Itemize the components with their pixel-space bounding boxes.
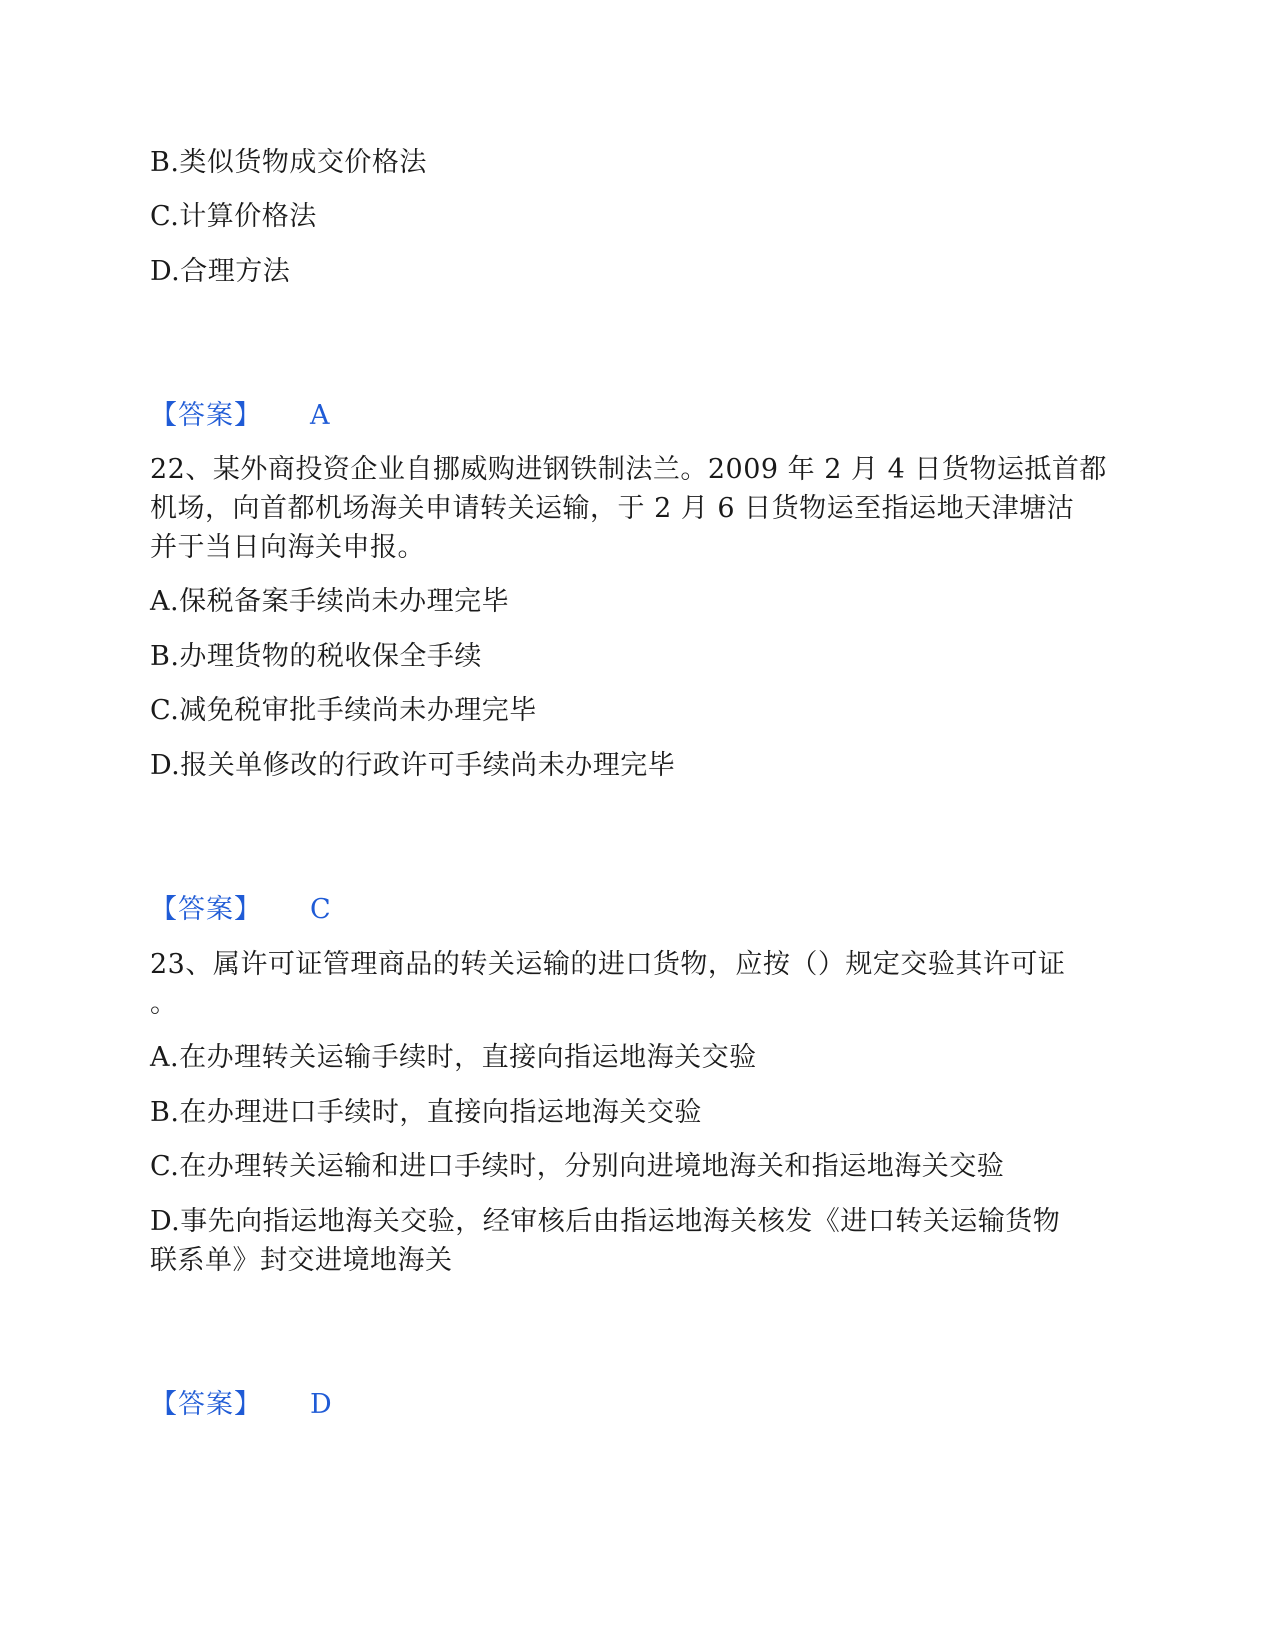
answer-value: D xyxy=(310,1389,332,1420)
q23-option-a: A.在办理转关运输手续时，直接向指运地海关交验 xyxy=(150,1042,757,1073)
q23-option-d-line-2: 联系单》封交进境地海关 xyxy=(150,1245,453,1276)
q22-option-c: C.减免税审批手续尚未办理完毕 xyxy=(150,695,537,726)
answer-label: 【答案】 xyxy=(150,400,262,431)
q23-option-b: B.在办理进口手续时，直接向指运地海关交验 xyxy=(150,1097,702,1128)
q23-option-d-line-1: D.事先向指运地海关交验，经审核后由指运地海关核发《进口转关运输货物 xyxy=(150,1206,1061,1237)
answer-value: C xyxy=(310,894,331,925)
q23-option-c: C.在办理转关运输和进口手续时，分别向进境地海关和指运地海关交验 xyxy=(150,1151,1005,1182)
answer-label: 【答案】 xyxy=(150,894,262,925)
answer-label: 【答案】 xyxy=(150,1389,262,1420)
q22-stem-line-1: 22、某外商投资企业自挪威购进钢铁制法兰。2009 年 2 月 4 日货物运抵首都 xyxy=(150,454,1107,485)
answer-value: A xyxy=(310,400,330,431)
q22-option-a: A.保税备案手续尚未办理完毕 xyxy=(150,586,510,617)
prev-option-b: B.类似货物成交价格法 xyxy=(150,147,427,178)
q22-option-d: D.报关单修改的行政许可手续尚未办理完毕 xyxy=(150,750,676,781)
q22-option-b: B.办理货物的税收保全手续 xyxy=(150,641,482,672)
q23-stem-line-1: 23、属许可证管理商品的转关运输的进口货物，应按（）规定交验其许可证 xyxy=(150,949,1066,980)
prev-option-c: C.计算价格法 xyxy=(150,201,317,232)
q22-stem-line-2: 机场，向首都机场海关申请转关运输，于 2 月 6 日货物运至指运地天津塘沽 xyxy=(150,493,1075,524)
q22-answer xyxy=(150,890,331,930)
prev-option-d: D.合理方法 xyxy=(150,256,291,287)
prev-answer xyxy=(150,396,330,436)
q23-answer xyxy=(150,1385,332,1425)
q23-stem-line-2: 。 xyxy=(150,988,178,1019)
q22-stem-line-3: 并于当日向海关申报。 xyxy=(150,532,425,563)
